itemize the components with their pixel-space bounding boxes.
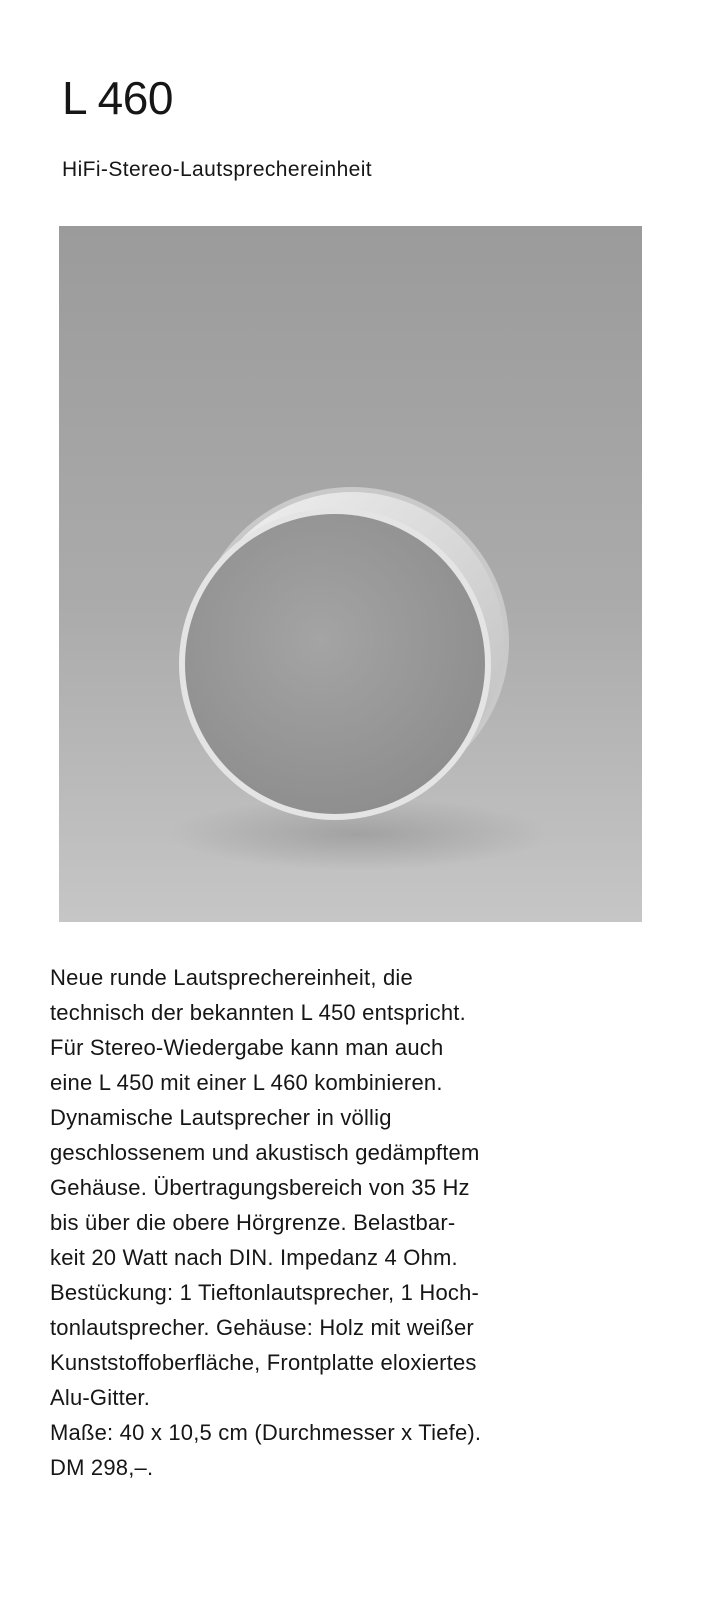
description-line: Bestückung: 1 Tieftonlautsprecher, 1 Hoch- <box>50 1280 480 1305</box>
description-line: Gehäuse. Übertragungsbereich von 35 Hz <box>50 1175 470 1200</box>
price-text: DM 298,–. <box>50 1455 154 1480</box>
description-line: Neue runde Lautsprechereinheit, die <box>50 965 413 990</box>
description-line: Dynamische Lautsprecher in völlig <box>50 1105 392 1130</box>
price-line <box>50 1450 690 1485</box>
product-photo <box>59 226 642 922</box>
description-line: technisch der bekannten L 450 entspricht. <box>50 1000 466 1025</box>
description-line: Für Stereo-Wiedergabe kann man auch <box>50 1035 444 1060</box>
description-line: bis über die obere Hörgrenze. Belastbar- <box>50 1210 456 1235</box>
dimensions-text: Maße: 40 x 10,5 cm (Durchmesser x Tiefe). <box>50 1420 482 1445</box>
description-line: keit 20 Watt nach DIN. Impedanz 4 Ohm. <box>50 1245 458 1270</box>
description-line: Kunststoffoberfläche, Frontplatte eloxiertes <box>50 1350 477 1375</box>
description-line: tonlautsprecher. Gehäuse: Holz mit weißer <box>50 1315 474 1340</box>
dimensions-line <box>50 1415 690 1450</box>
description-line: eine L 450 mit einer L 460 kombinieren. <box>50 1070 443 1095</box>
description-line: geschlossenem und akustisch gedämpftem <box>50 1140 480 1165</box>
round-speaker-image <box>59 226 642 922</box>
description-line: Alu-Gitter. <box>50 1385 151 1410</box>
page-subtitle: HiFi-Stereo-Lautsprechereinheit <box>62 158 373 181</box>
description-paragraph <box>50 960 690 1415</box>
product-description <box>50 960 690 1485</box>
page-title: L 460 <box>62 72 173 124</box>
